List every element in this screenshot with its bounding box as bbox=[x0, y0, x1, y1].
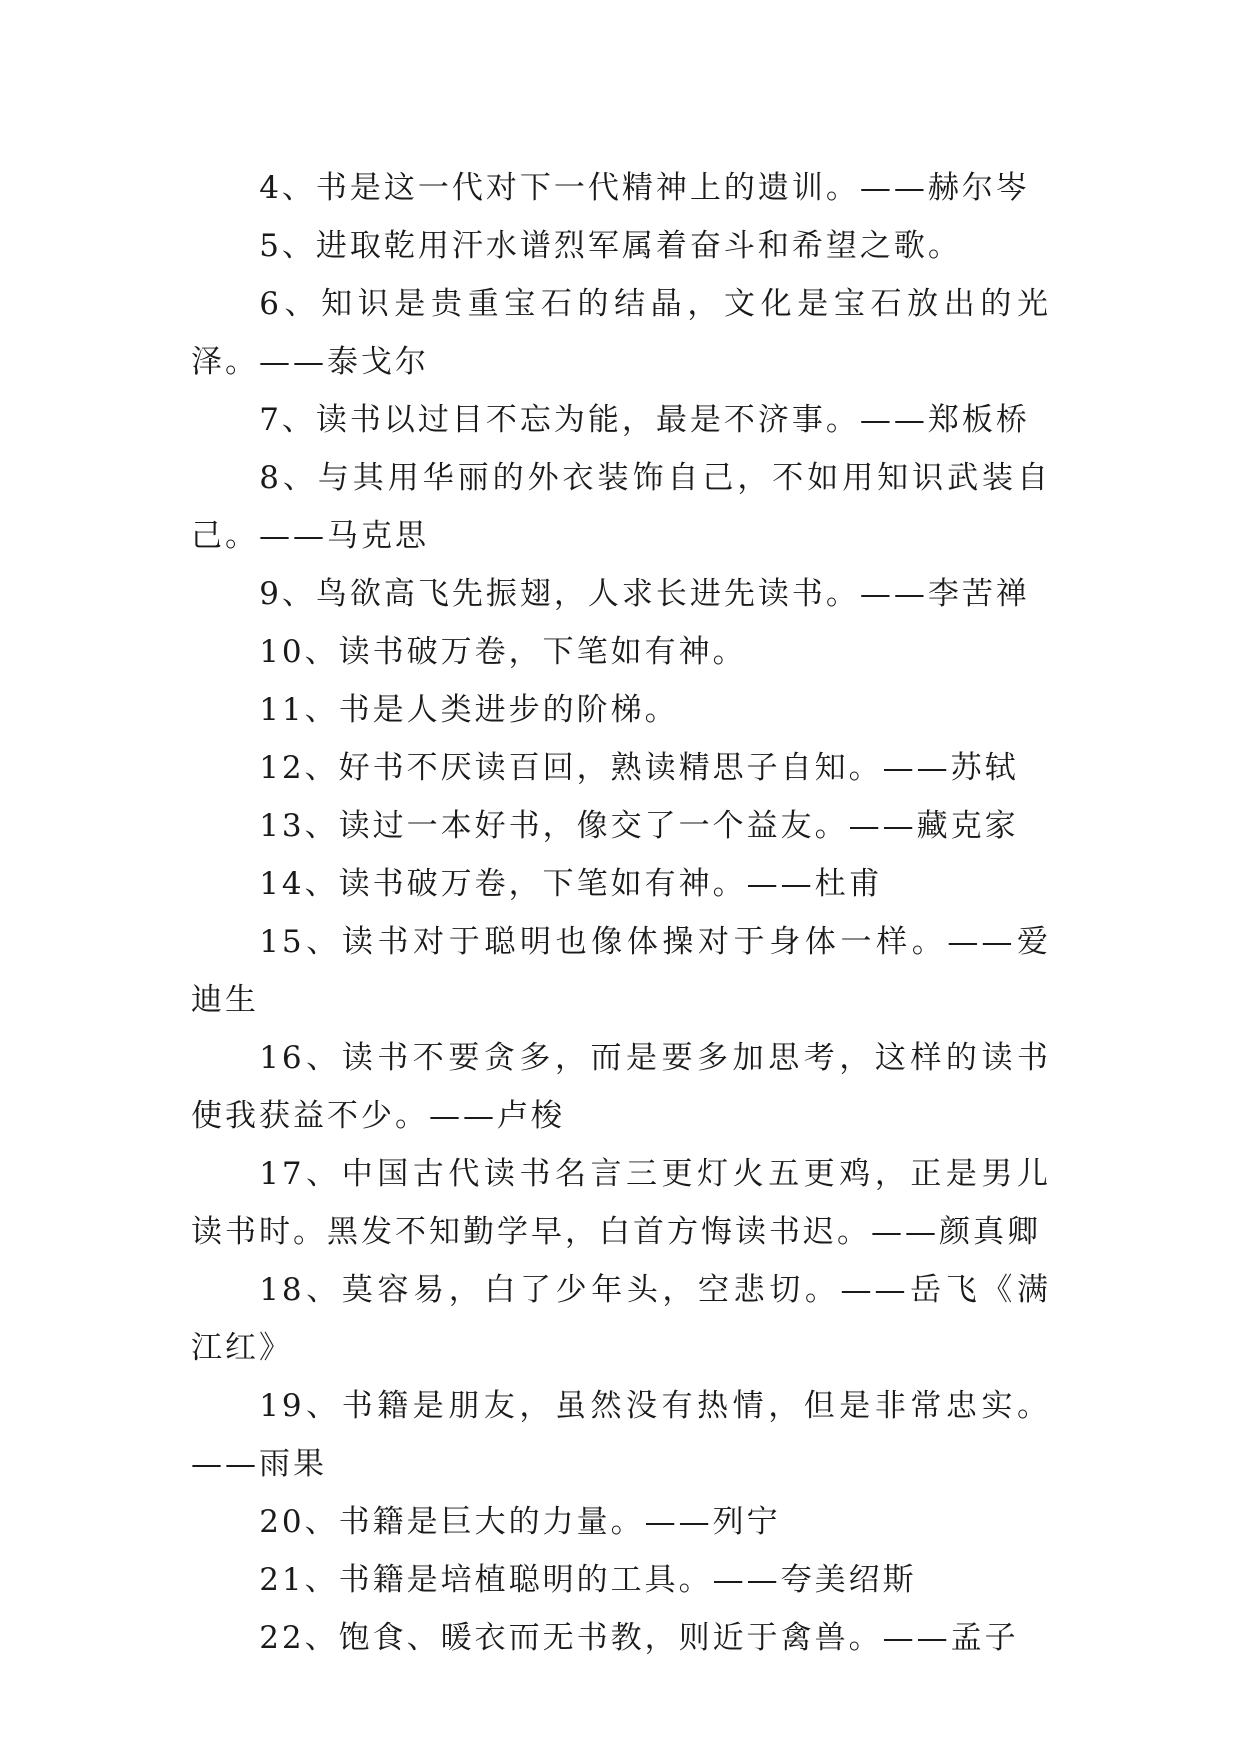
quote-list bbox=[191, 159, 1051, 1667]
quote-item: 11、书是人类进步的阶梯。 bbox=[259, 692, 679, 728]
quote-item: 7、读书以过目不忘为能，最是不济事。——郑板桥 bbox=[259, 402, 1030, 438]
quote-item: 19、书籍是朋友，虽然没有热情，但是非常忠实。——雨果 bbox=[191, 1388, 1051, 1482]
quote-item: 6、知识是贵重宝石的结晶，文化是宝石放出的光泽。——泰戈尔 bbox=[191, 286, 1051, 380]
quote-item: 21、书籍是培植聪明的工具。——夸美绍斯 bbox=[259, 1562, 917, 1598]
quote-item: 5、进取乾用汗水谱烈军属着奋斗和希望之歌。 bbox=[259, 228, 962, 264]
quote-item: 14、读书破万卷，下笔如有神。——杜甫 bbox=[259, 866, 883, 902]
quote-item: 15、读书对于聪明也像体操对于身体一样。——爱迪生 bbox=[191, 924, 1051, 1018]
quote-item: 22、饱食、暖衣而无书教，则近于禽兽。——孟子 bbox=[259, 1620, 1019, 1656]
quote-item: 9、鸟欲高飞先振翅，人求长进先读书。——李苦禅 bbox=[259, 576, 1030, 612]
quote-item: 4、书是这一代对下一代精神上的遗训。——赫尔岑 bbox=[259, 170, 1030, 206]
quote-item: 20、书籍是巨大的力量。——列宁 bbox=[259, 1504, 781, 1540]
quote-item: 18、莫容易，白了少年头，空悲切。——岳飞《满江红》 bbox=[191, 1272, 1051, 1366]
quote-item: 12、好书不厌读百回，熟读精思子自知。——苏轼 bbox=[259, 750, 1019, 786]
quote-item: 10、读书破万卷，下笔如有神。 bbox=[259, 634, 747, 670]
quote-item: 8、与其用华丽的外衣装饰自己，不如用知识武装自己。——马克思 bbox=[191, 460, 1051, 554]
quote-item: 17、中国古代读书名言三更灯火五更鸡，正是男儿读书时。黑发不知勤学早，白首方悔读书迟。——颜真卿 bbox=[191, 1156, 1051, 1250]
quote-item: 13、读过一本好书，像交了一个益友。——藏克家 bbox=[259, 808, 1019, 844]
quote-item: 16、读书不要贪多，而是要多加思考，这样的读书使我获益不少。——卢梭 bbox=[191, 1040, 1051, 1134]
